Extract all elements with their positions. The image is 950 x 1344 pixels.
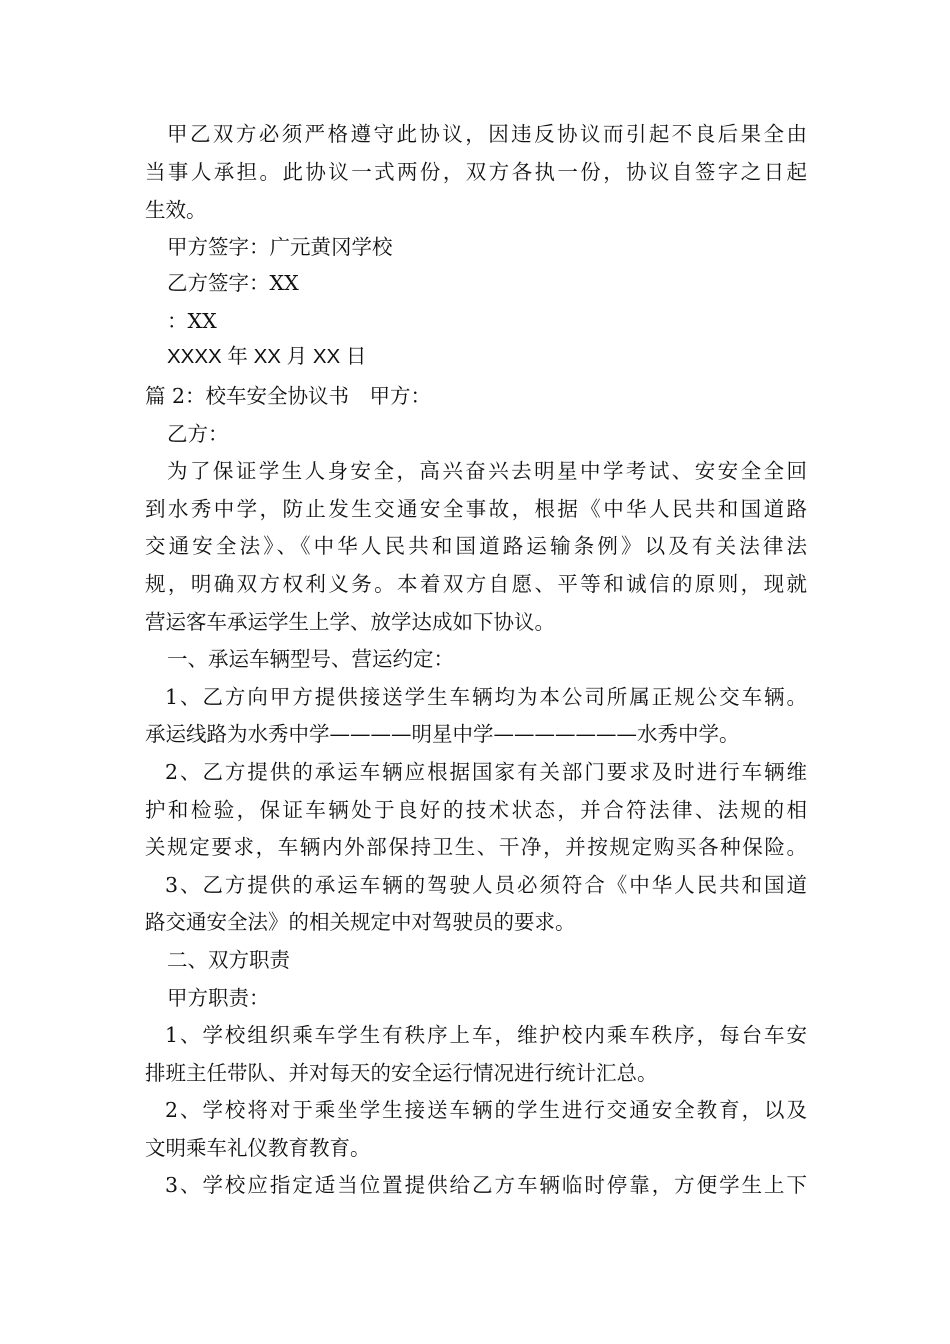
- paragraph-line: 到水秀中学，防止发生交通安全事故，根据《中华人民共和国道路: [145, 497, 807, 521]
- party-b-signature: 乙方签字：XX: [167, 271, 299, 295]
- paragraph-line: 交通安全法》、《中华人民共和国道路运输条例》以及有关法律法: [145, 534, 807, 558]
- clause-line: 3、乙方提供的承运车辆的驾驶人员必须符合《中华人民共和国道: [165, 873, 807, 897]
- clause-line: 1、学校组织乘车学生有秩序上车，维护校内乘车秩序，每台车安: [165, 1023, 807, 1047]
- paragraph-line: 规，明确双方权利义务。本着双方自愿、平等和诚信的原则，现就: [145, 572, 807, 596]
- clause-line: 承运线路为水秀中学————明星中学———————水秀中学。: [145, 722, 740, 746]
- clause-line: 2、乙方提供的承运车辆应根据国家有关部门要求及时进行车辆维: [165, 760, 807, 784]
- clause-line: 护和检验，保证车辆处于良好的技术状态，并合符法律、法规的相: [145, 798, 807, 822]
- clause-line: 排班主任带队、并对每天的安全运行情况进行统计汇总。: [145, 1061, 658, 1085]
- clause-line: 关规定要求，车辆内外部保持卫生、干净，并按规定购买各种保险。: [145, 835, 807, 859]
- party-a-signature: 甲方签字：广元黄冈学校: [167, 235, 393, 259]
- signature-line: ：XX: [167, 309, 217, 333]
- clause-subheading: 甲方职责：: [167, 986, 270, 1010]
- paragraph-line: 为了保证学生人身安全，高兴奋兴去明星中学考试、安安全全回: [167, 459, 807, 483]
- party-b-label: 乙方：: [167, 422, 229, 446]
- paragraph-line: 甲乙双方必须严格遵守此协议，因违反协议而引起不良后果全由: [167, 122, 807, 146]
- clause-line: 文明乘车礼仪教育教育。: [145, 1136, 371, 1160]
- clause-line: 3、学校应指定适当位置提供给乙方车辆临时停靠，方便学生上下: [165, 1173, 807, 1197]
- date-line: XXXX 年 XX 月 XX 日: [167, 345, 367, 368]
- clause-heading: 二、双方职责: [167, 948, 290, 972]
- section-title: 篇 2：校车安全协议书 甲方：: [145, 384, 432, 408]
- clause-line: 1、乙方向甲方提供接送学生车辆均为本公司所属正规公交车辆。: [165, 685, 807, 709]
- clause-line: 2、学校将对于乘坐学生接送车辆的学生进行交通安全教育，以及: [165, 1098, 807, 1122]
- paragraph-line: 营运客车承运学生上学、放学达成如下协议。: [145, 610, 555, 634]
- clause-heading: 一、承运车辆型号、营运约定：: [167, 647, 454, 671]
- clause-line: 路交通安全法》的相关规定中对驾驶员的要求。: [145, 910, 576, 934]
- paragraph-line: 生效。: [145, 198, 207, 222]
- paragraph-line: 当事人承担。此协议一式两份，双方各执一份，协议自签字之日起: [145, 160, 807, 184]
